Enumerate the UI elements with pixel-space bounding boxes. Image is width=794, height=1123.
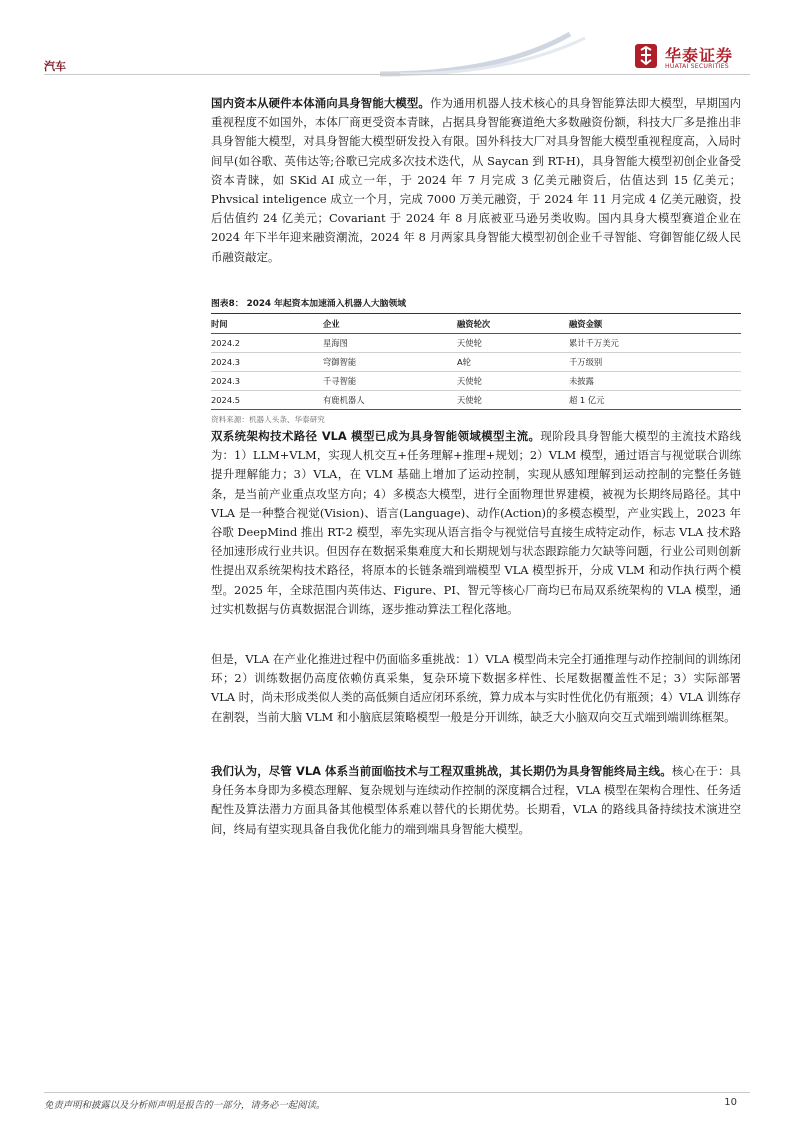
paragraph-lead: 国内资本从硬件本体涌向具身智能大模型。 (211, 96, 430, 110)
funding-table (211, 314, 741, 410)
paragraph-lead: 我们认为，尽管 VLA 体系当前面临技术与工程双重挑战，其长期仍为具身智能终局主线。 (211, 764, 672, 778)
header-round: 融资轮次 (457, 314, 569, 334)
figure-funding-table (211, 296, 741, 425)
cell-time: 2024.5 (211, 391, 323, 410)
cell-company: 千寻智能 (323, 372, 457, 391)
header-divider (44, 74, 750, 75)
figure-title: 图表8： 2024 年起资本加速涌入机器人大脑领域 (211, 296, 741, 314)
header-company: 企业 (323, 314, 457, 334)
cell-time: 2024.3 (211, 353, 323, 372)
cell-round: 天使轮 (457, 391, 569, 410)
cell-company: 有鹿机器人 (323, 391, 457, 410)
header-amount: 融资金额 (569, 314, 741, 334)
cell-time: 2024.3 (211, 372, 323, 391)
cell-time: 2024.2 (211, 334, 323, 353)
figure-source: 资料来源：机器人头条、华泰研究 (211, 415, 325, 424)
paragraph-body: 核心在于：具身任务本身即为多模态理解、复杂规划与连续动作控制的深度耦合过程，VLA 模型在架构合理性、任务适配性及算法潜力方面具备其他模型体系难以替代的长期优势。长期看，VLA 的路线具备持续技术演进空间，终局有望实现具备自我优化能力的端到端具身智能大模型。 (211, 764, 741, 836)
logo-text-en: HUATAI SECURITIES (665, 63, 729, 70)
footer-divider (44, 1092, 750, 1093)
paragraph-body: 现阶段具身智能大模型的主流技术路线为：1）LLM+VLM，实现人机交互+任务理解+推理+规划；2）VLM 模型，通过语言与视觉联合训练提升理解能力；3）VLA，在 VLM 基础上增加了运动控制，实现从感知理解到运动控制的完整任务链条，是当前产业重点攻坚方向；4）多模态大模型，进行全面物理世界建模，被视为长期终局路径。其中 VLA 是一种整合视觉(Vision)、语言(Language)、动作(Action)的多模态模型，产业实践上，2023 年谷歌 DeepMind 推出 RT-2 模型，率先实现从语言指令与视觉信号直接生成特定动作，标志 VLA 技术路径加速形成行业共识。但因存在数据采集难度大和长期规划与状态跟踪能力欠缺等问题，行业公司则创新性提出双系统架构技术路径，将原本的长链条端到端模型 VLA 模型拆开，分成 VLM 和动作执行两个模型。2025 年，全球范围内英伟达、Figure、PI、智元等核心厂商均已布局双系统架构的 VLA 模型，通过实机数据与仿真数据混合训练，逐步推动算法工程化落地。 (211, 429, 741, 616)
cell-round: A轮 (457, 353, 569, 372)
paragraph-conclusion (211, 762, 741, 839)
logo-mark-icon (633, 42, 659, 70)
paragraph-body: 但是，VLA 在产业化推进过程中仍面临多重挑战：1）VLA 模型尚未完全打通推理与动作控制间的训练闭环；2）训练数据仍高度依赖仿真采集，复杂环境下数据多样性、长尾数据覆盖性不足；3）实际部署 VLA 时，尚未形成类似人类的高低频自适应闭环系统，算力成本与实时性优化仍有瓶颈；4）VLA 训练存在割裂，当前大脑 VLM 和小脑底层策略模型一般是分开训练，缺乏大小脑双向交互式端到端训练框架。 (211, 652, 741, 724)
cell-company: 星海图 (323, 334, 457, 353)
table-row (211, 353, 741, 372)
cell-amount: 千万级别 (569, 353, 741, 372)
company-logo (633, 42, 751, 72)
table-row (211, 334, 741, 353)
header-decoration-arc (380, 30, 630, 90)
table-header-row (211, 314, 741, 334)
paragraph-vla-architecture (211, 427, 741, 619)
page-number: 10 (724, 1097, 737, 1108)
paragraph-domestic-capital (211, 94, 741, 267)
table-row (211, 391, 741, 410)
paragraph-vla-challenges (211, 650, 741, 727)
cell-company: 穹御智能 (323, 353, 457, 372)
footer-disclaimer: 免责声明和披露以及分析师声明是报告的一部分，请务必一起阅读。 (44, 1100, 326, 1111)
paragraph-lead: 双系统架构技术路径 VLA 模型已成为具身智能领域模型主流。 (211, 429, 541, 443)
cell-amount: 未披露 (569, 372, 741, 391)
header-time: 时间 (211, 314, 323, 334)
section-label: 汽车 (44, 60, 66, 73)
cell-round: 天使轮 (457, 372, 569, 391)
table-row (211, 372, 741, 391)
cell-round: 天使轮 (457, 334, 569, 353)
logo-text-cn: 华泰证券 (665, 46, 734, 65)
cell-amount: 超 1 亿元 (569, 391, 741, 410)
cell-amount: 累计千万美元 (569, 334, 741, 353)
paragraph-body: 作为通用机器人技术核心的具身智能算法即大模型，早期国内重视程度不如国外，本体厂商更受资本青睐，占据具身智能赛道绝大多数融资份额，科技大厂多是推出非具身智能大模型，对具身智能大模型研发投入有限。国外科技大厂对具身智能大模型重视程度高，入局时间早(如谷歌、英伟达等;谷歌已完成多次技术迭代，从 Saycan 到 RT-H)，具身智能大模型初创企业备受资本青睐，如 SKid AI 成立一年，于 2024 年 7 月完成 3 亿美元融资后，估值达到 15 亿美元；Phvsical inteligence 成立一个月，完成 7000 万美元融资，于 2024 年 11 月完成 4 亿美元融资，投后估值约 24 亿美元；Covariant 于 2024 年 8 月底被亚马逊另类收购。国内具身大模型赛道企业在 2024 年下半年迎来融资潮流，2024 年 8 月两家具身智能大模型初创企业千寻智能、穹御智能亿级人民币融资敲定。 (211, 96, 741, 264)
